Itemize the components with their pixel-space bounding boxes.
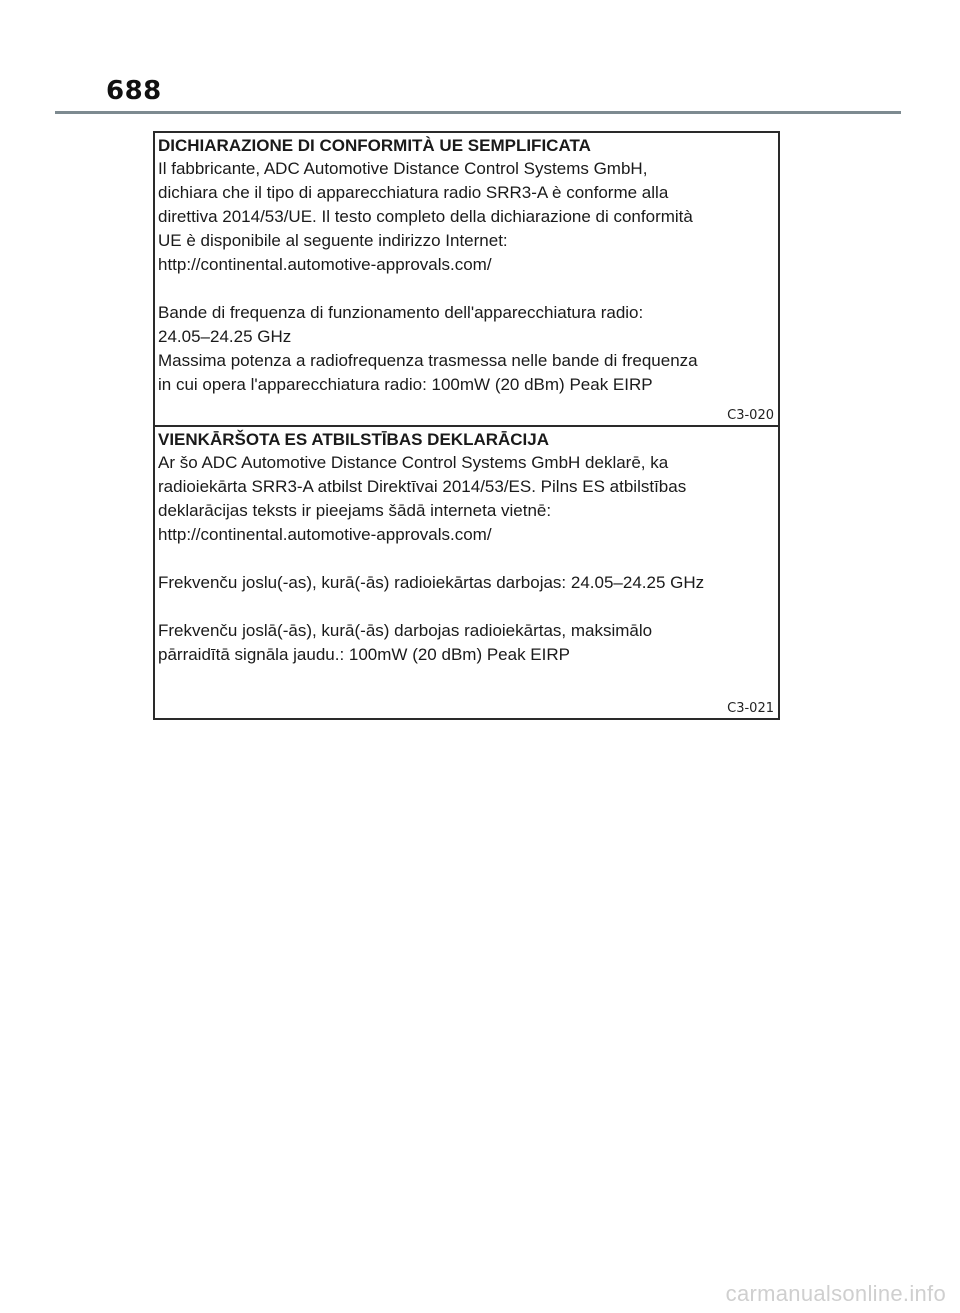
declaration-line: in cui opera l'apparecchiatura radio: 100mW (20 dBm) Peak EIRP [158, 375, 653, 394]
paragraph-gap [158, 277, 770, 301]
declaration-line: deklarācijas teksts ir pieejams šādā interneta vietnē: [158, 501, 552, 520]
declaration-line: UE è disponibile al seguente indirizzo Internet: [158, 231, 508, 250]
declaration-line: radioiekārta SRR3-A atbilst Direktīvai 2014/53/ES. Pilns ES atbilstības [158, 477, 687, 496]
paragraph-gap [158, 595, 770, 619]
declaration-latvian [155, 425, 778, 718]
declaration-line: pārraidītā signāla jaudu.: 100mW (20 dBm) Peak EIRP [158, 645, 570, 664]
declaration-line: 24.05–24.25 GHz [158, 327, 292, 346]
declaration-title: DICHIARAZIONE DI CONFORMITÀ UE SEMPLIFICATA [158, 136, 591, 155]
paragraph-gap [158, 547, 770, 571]
reference-code: C3-020 [727, 408, 774, 423]
declaration-italian [155, 133, 778, 425]
declaration-line: Massima potenza a radiofrequenza trasmessa nelle bande di frequenza [158, 351, 698, 370]
declaration-line: direttiva 2014/53/UE. Il testo completo della dichiarazione di conformità [158, 207, 693, 226]
watermark: carmanualsonline.info [725, 1281, 946, 1306]
header-divider [55, 111, 901, 114]
declaration-url: http://continental.automotive-approvals.com/ [158, 255, 492, 274]
declaration-line: Bande di frequenza di funzionamento dell'apparecchiatura radio: [158, 303, 644, 322]
declaration-line: Frekvenču joslu(-as), kurā(-ās) radioiekārtas darbojas: 24.05–24.25 GHz [158, 573, 705, 592]
declaration-line: Ar šo ADC Automotive Distance Control Systems GmbH deklarē, ka [158, 453, 669, 472]
declaration-line: Frekvenču joslā(-ās), kurā(-ās) darbojas radioiekārtas, maksimālo [158, 621, 653, 640]
declaration-line: Il fabbricante, ADC Automotive Distance Control Systems GmbH, [158, 159, 648, 178]
declaration-title: VIENKĀRŠOTA ES ATBILSTĪBAS DEKLARĀCIJA [158, 430, 550, 449]
reference-code: C3-021 [727, 701, 774, 716]
declaration-line: dichiara che il tipo di apparecchiatura radio SRR3-A è conforme alla [158, 183, 669, 202]
declaration-box [153, 131, 780, 720]
page-number: 688 [106, 76, 162, 106]
declaration-url: http://continental.automotive-approvals.com/ [158, 525, 492, 544]
